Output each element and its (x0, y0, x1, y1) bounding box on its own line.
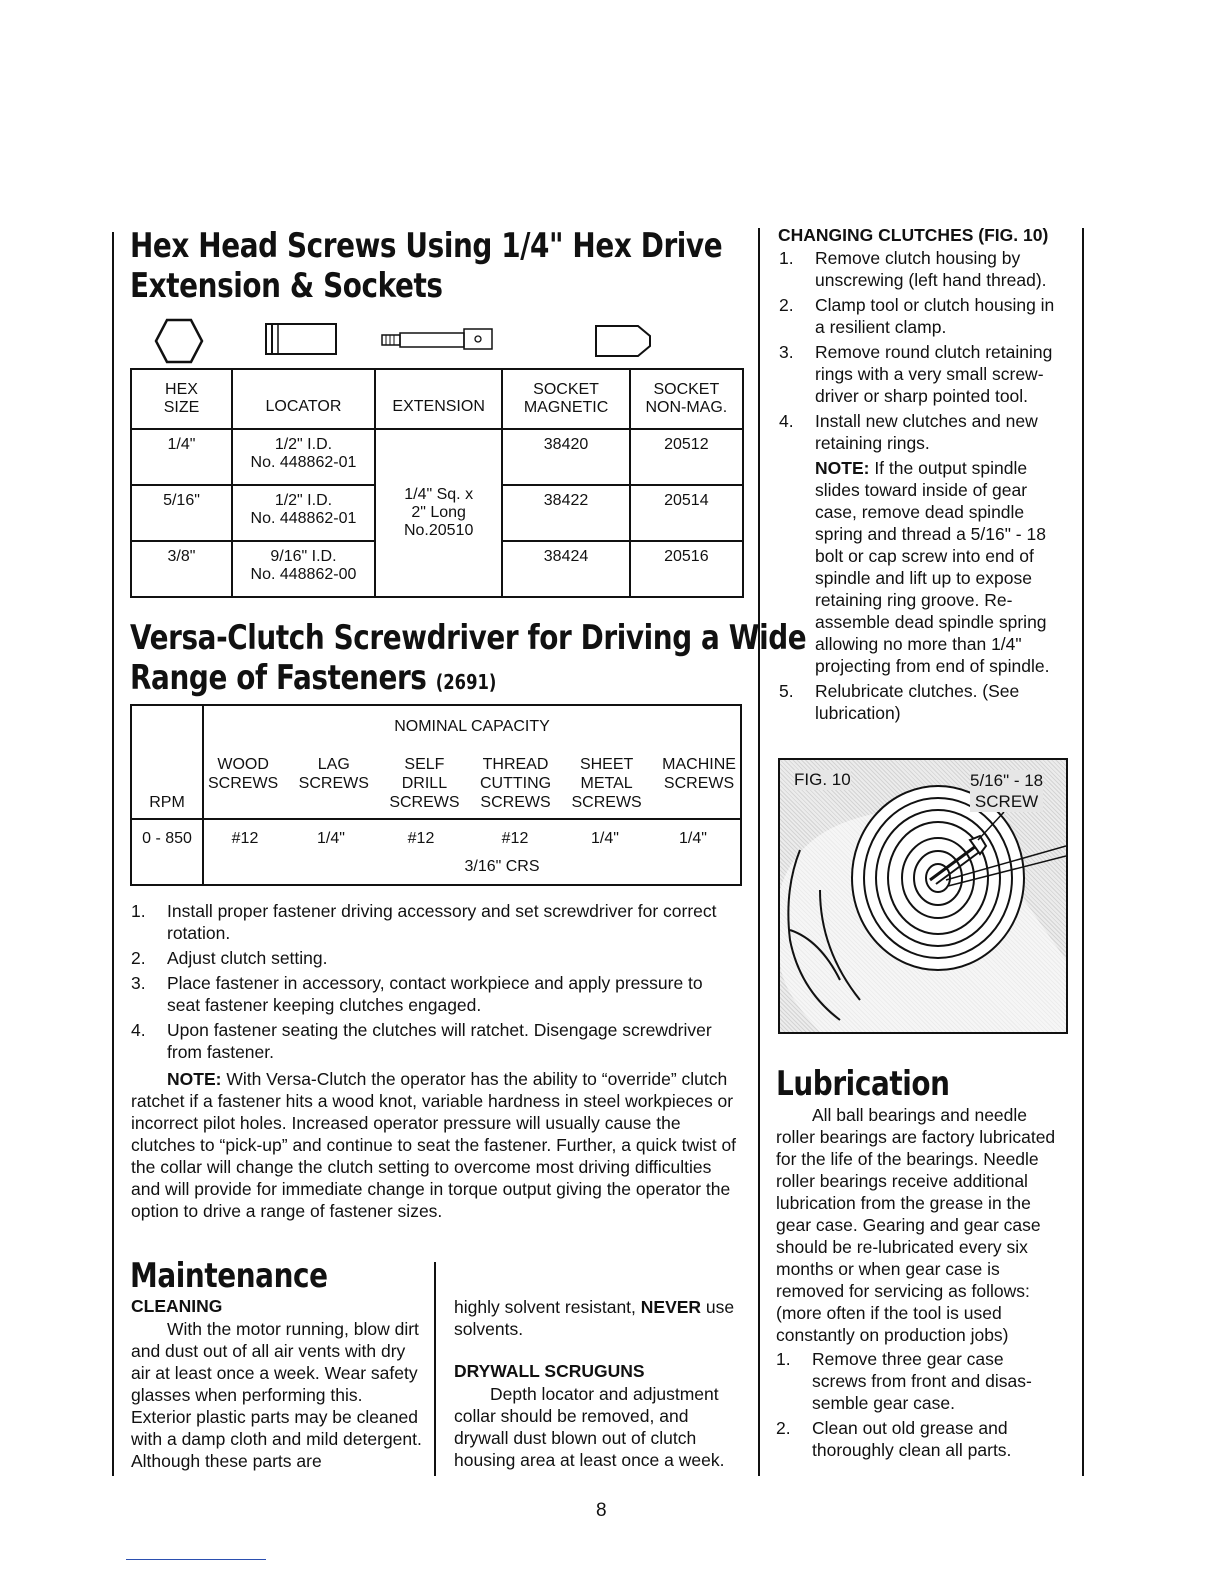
table-row (131, 429, 743, 485)
cell-machine: 1/4" (679, 830, 707, 847)
table-header-row (131, 369, 743, 429)
cell-extension: 1/4" Sq. x 2" Long No.20510 (375, 429, 502, 597)
drywall-text: Depth locator and adjustment collar should be removed, and drywall dust blown out of clutch housing area at least once a week. (454, 1384, 725, 1470)
cell-rpm: 0 - 850 (131, 819, 203, 885)
changing-clutches-heading: CHANGING CLUTCHES (FIG. 10) (778, 225, 1049, 245)
header-locator: LOCATOR (232, 369, 375, 429)
locator-icon (264, 322, 338, 356)
cell-wood: #12 (231, 830, 259, 847)
cell-size: 3/8" (131, 541, 232, 597)
figure-label: FIG. 10 (794, 770, 851, 789)
hex-head-table (130, 368, 744, 598)
list-item: 2. Clamp tool or clutch housing in a resilient clamp. (779, 295, 1055, 337)
left-margin-rule (112, 232, 114, 1476)
col-thread-cutting-screws: THREAD CUTTING SCREWS (479, 756, 552, 811)
socket-icon (594, 324, 654, 358)
page-number: 8 (596, 1500, 607, 1521)
maintenance-divider-rule (434, 1262, 436, 1476)
hex-nut-icon (154, 318, 204, 364)
cell-magnetic: 38422 (502, 485, 629, 541)
cleaning-text-continued: highly solvent resistant, NEVER use solvents. (454, 1297, 735, 1339)
extension-bar-icon (380, 326, 496, 352)
cell-size: 1/4" (131, 429, 232, 485)
cell-magnetic: 38420 (502, 429, 629, 485)
header-socket-nonmag: SOCKET NON-MAG. (630, 369, 743, 429)
cell-locator: 1/2" I.D. No. 448862-01 (232, 485, 375, 541)
cell-nonmag: 20514 (630, 485, 743, 541)
list-item: 4. Install new clutches and new retaining rings. NOTE: If the output spindle slides toward inside of gear case, remove dead spindle spring and thread a 5/16" - 18 bolt or cap screw into end of spindle and lift up to expose retaining ring groove. Re-assemble dead spindle spring allowing no more than 1/4" projecting from end of spindle. (779, 410, 1061, 677)
cleaning-heading: CLEANING (131, 1296, 223, 1316)
hex-head-title: Hex Head Screws Using 1/4" Hex Drive Extension & Sockets (130, 226, 723, 306)
lubrication-text: All ball bearings and needle roller bearings are factory lubricated for the life of the bearings. Needle roller bearings receive additional lubrication from the grease in the gear case. Gearing and gear case should be re-lubricated every six months or when gear case is removed for servicing as follows: (more often if the tool is used constantly on production jobs) (776, 1105, 1056, 1345)
list-item: 3. Remove round clutch retaining rings with a very small screw-driver or sharp pointed tool. (779, 342, 1053, 406)
right-margin-rule (1082, 228, 1084, 1476)
list-item: 1. Remove clutch housing by unscrewing (left hand thread). (779, 248, 1047, 290)
cleaning-text: With the motor running, blow dirt and dust out of all air vents with dry air at least once a week. Wear safety glasses when performing this. Exterior plastic parts may be cleaned with a damp cloth and mild detergent. Although these parts are (131, 1319, 422, 1471)
changing-clutches-note: NOTE: If the output spindle slides toward inside of gear case, remove dead spindle spring and thread a 5/16" - 18 bolt or cap screw into end of spindle and lift up to expose retaining ring groove. Re-assemble dead spindle spring allowing no more than 1/4" projecting from end of spindle. (815, 458, 1050, 676)
table-header-row (131, 705, 741, 819)
list-item: 2. Clean out old grease and thoroughly clean all parts. (776, 1418, 1012, 1460)
list-item: 1. Install proper fastener driving accessory and set screwdriver for correct rotation. (131, 901, 717, 943)
changing-clutches-steps (779, 247, 1061, 727)
cell-nonmag: 20516 (630, 541, 743, 597)
col-self-drill-screws: SELF DRILL SCREWS (389, 756, 460, 811)
col-machine-screws: MACHINE SCREWS (662, 756, 736, 792)
list-item: 3. Place fastener in accessory, contact workpiece and apply pressure to seat fastener keeping clutches engaged. (131, 973, 703, 1015)
capacity-footnote: 3/16" CRS (464, 858, 540, 875)
table-row (131, 819, 741, 885)
capacity-values (203, 819, 741, 885)
col-sheet-metal-screws: SHEET METAL SCREWS (571, 756, 642, 811)
versa-clutch-note: NOTE: With Versa-Clutch the operator has the ability to “override” clutch ratchet if a fastener hits a wood knot, variable hardness in steel workpieces or incorrect pilot holes. Increased operator pressure will usually cause the clutches to “pick-up” and continue to seat the fastener. Further, a quick twist of the collar will change the clutch setting to overcome most driving difficulties and will provide for immediate change in torque output giving the operator the option to drive a range of fastener sizes. (131, 1069, 737, 1221)
versa-clutch-title: Versa-Clutch Screwdriver for Driving a Wide Range of Fasteners (2691) (130, 618, 806, 702)
bottom-rule (126, 1559, 266, 1560)
list-item: 1. Remove three gear case screws from front and disas-semble gear case. (776, 1349, 1032, 1413)
header-hex-size: HEX SIZE (131, 369, 232, 429)
capacity-table (130, 704, 742, 886)
column-divider-rule (758, 228, 760, 1476)
list-item: 4. Upon fastener seating the clutches will ratchet. Disengage screwdriver from fastener. (131, 1020, 712, 1062)
drywall-heading: DRYWALL SCRUGUNS (454, 1361, 645, 1381)
model-number: (2691) (435, 670, 497, 694)
cell-thread-cutting: #12 (501, 830, 529, 847)
figure-callout: 5/16" - 18 SCREW (970, 771, 1044, 811)
cell-self-drill: #12 (407, 830, 435, 847)
cell-lag: 1/4" (317, 830, 345, 847)
figure-10 (778, 758, 1068, 1034)
header-nominal-capacity: NOMINAL CAPACITY WOOD SCREWS LAG SCREWS SELF DRILL SCREWS THREAD CUTTING SCREWS SHEET METAL SCREWS MACHINE SCREWS (203, 705, 741, 819)
col-lag-screws: LAG SCREWS (298, 756, 369, 792)
lubrication-steps (776, 1348, 1056, 1464)
header-rpm: RPM (131, 705, 203, 819)
versa-clutch-steps (131, 900, 731, 1066)
cell-nonmag: 20512 (630, 429, 743, 485)
cell-locator: 9/16" I.D. No. 448862-00 (232, 541, 375, 597)
maintenance-title: Maintenance (130, 1256, 328, 1296)
header-socket-magnetic: SOCKET MAGNETIC (502, 369, 629, 429)
lubrication-title: Lubrication (776, 1064, 950, 1104)
col-wood-screws: WOOD SCREWS (208, 756, 279, 792)
cell-locator: 1/2" I.D. No. 448862-01 (232, 429, 375, 485)
header-extension: EXTENSION (375, 369, 502, 429)
list-item: 2. Adjust clutch setting. (131, 948, 328, 968)
cell-size: 5/16" (131, 485, 232, 541)
cell-sheet-metal: 1/4" (591, 830, 619, 847)
list-item: 5. Relubricate clutches. (See lubrication) (779, 681, 1020, 723)
cell-magnetic: 38424 (502, 541, 629, 597)
